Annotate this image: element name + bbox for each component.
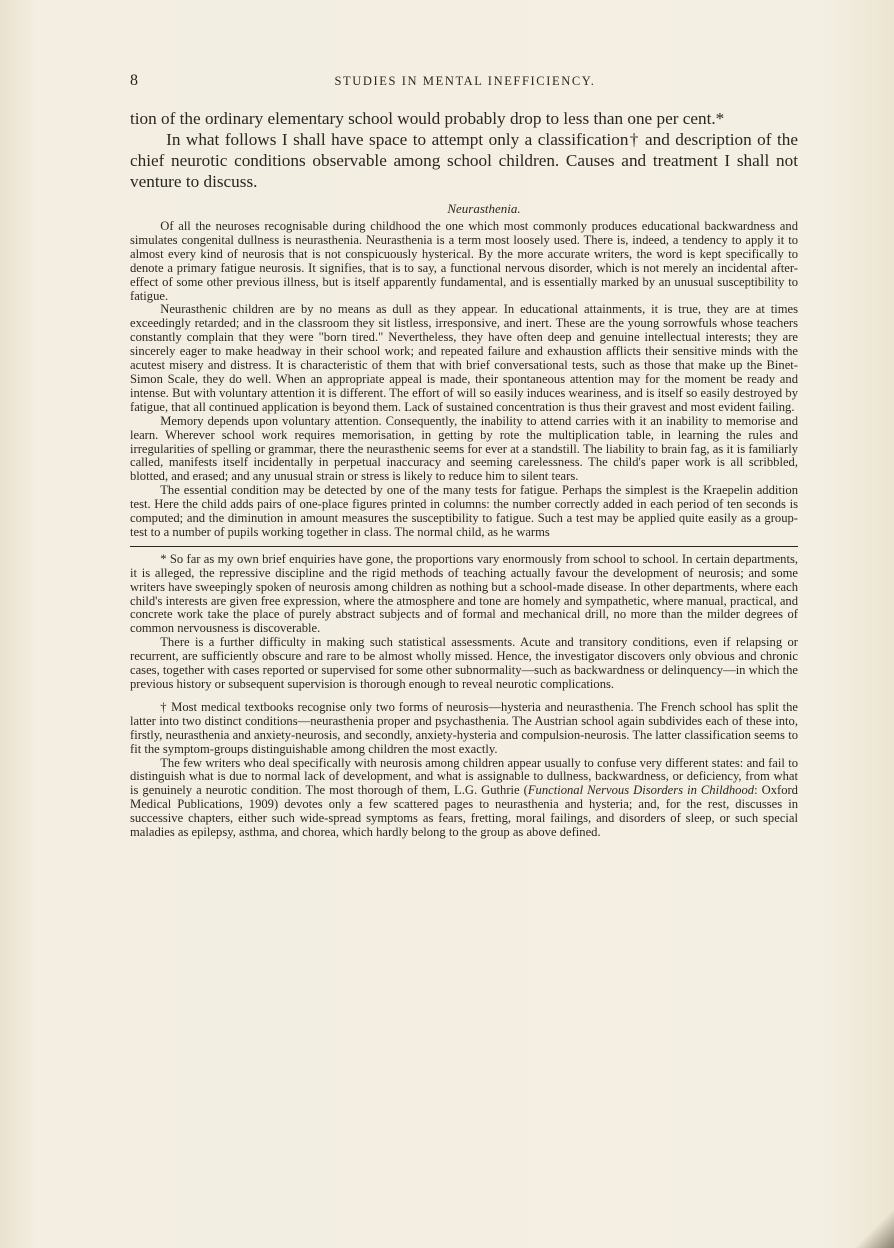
running-head: STUDIES IN MENTAL INEFFICIENCY. <box>334 74 596 88</box>
intro-paragraph: tion of the ordinary elementary school would probably drop to less than one per cent.* <box>130 109 725 128</box>
body-paragraph: The essential condition may be detected by one of the many tests for fatigue. Perhaps the simplest is the Kraepelin addition test. Here the child adds pairs of one-place figures printed in columns: the number correctly added in each period of ten seconds is computed; and the diminution in amount measures the susceptibility to fatigue. Such a test may be applied quite easily as a group-test to a number of pupils working together in class. The normal child, as he warms <box>130 483 798 539</box>
book-title: Functional Nervous Disorders in Childhood <box>527 783 755 798</box>
page-number: 8 <box>130 72 138 89</box>
footnote-paragraph: There is a further difficulty in making such statistical assessments. Acute and transitory conditions, even if relapsing or recurrent, are sufficiently obscure and rare to be almost wholly missed. Hence, the investigator discovers only obvious and chronic cases, together with cases reported or supervised for some other subnormality—such as backwardness or delinquency—in which the previous history or subsequent supervision is thorough enough to reveal neurotic complications. <box>130 635 798 691</box>
page-corner-shadow <box>854 1208 894 1248</box>
footnote-text: The few writers who deal specifically with neurosis among children appear usually to confuse very different states: and fail to distinguish what is due to normal lack of development, and what is assignable to dullness, backwardness, or deficiency, from what is genuinely a neurotic condition. The most thorough of them, L.G. Guthrie ( <box>130 755 798 798</box>
footnote-paragraph: * So far as my own brief enquiries have gone, the proportions vary enormously from school to school. In certain departments, it is alleged, the repressive discipline and the rigid methods of teaching actually favour the development of neurosis; and some writers have sweepingly spoken of neurosis among children as nothing but a school-made disease. In other departments, where each child's interests are given free expression, where the atmosphere and tone are homely and sympathetic, where manual, practical, and concrete work take the place of purely abstract subjects and of formal and mechanical drill, no more than the milder degrees of common nervousness is discoverable. <box>130 551 798 636</box>
intro-text <box>130 108 798 192</box>
footnote-paragraph: † Most medical textbooks recognise only two forms of neurosis—hysteria and neurasthenia. The French school has split the latter into two distinct conditions—neurasthenia proper and psychasthenia. The Austrian school again subdivides each of these into, firstly, neurasthenia and anxiety-neurosis, and secondly, anxiety-hysteria and compulsion-neurosis. The latter classification seems to fit the symptom-groups distinguishable among children the most exactly. <box>130 699 798 756</box>
section-body <box>130 220 798 540</box>
footnote-divider <box>130 546 798 547</box>
section-title: Neurasthenia. <box>447 201 521 216</box>
body-paragraph: Memory depends upon voluntary attention. Consequently, the inability to attend carries with it an inability to memorise and learn. Wherever school work requires memorisation, in getting by rote the multiplication table, in learning the rules and irregularities of spelling or grammar, there the neurasthenic seems for ever at a standstill. The liability to brain fag, as it is familiarly called, manifests itself incidentally in perpetual inaccuracy and seeming carelessness. The child's paper work is all scribbled, blotted, and erased; and any unusual strain or stress is likely to reduce him to silent tears. <box>130 413 798 484</box>
footnotes <box>130 553 798 840</box>
body-paragraph: Neurasthenic children are by no means as dull as they appear. In educational attainments, it is true, they are at times exceedingly retarded; and in the classroom they sit listless, irresponsive, and inert. These are the young sorrowfuls whose teachers constantly complain that they were "born tired." Nevertheless, they have often deep and genuine intellectual interests; they are sincerely eager to make headway in their school work; and repeated failure and exhaustion afflicts their sensitive minds with the acutest misery and distress. It is characteristic of them that with brief conversational tests, such as those that make up the Binet-Simon Scale, they do well. When an appropriate appeal is made, their spontaneous attention may for the moment be ready and intense. But with voluntary attention it is different. The effort of will so easily induces weariness, and is itself so easily destroyed by fatigue, that all continued application is beyond them. Lack of sustained concentration is thus their gravest and most evident failing. <box>130 302 798 414</box>
page-content <box>130 108 798 840</box>
footnote-paragraph <box>130 757 798 840</box>
body-paragraph: Of all the neuroses recognisable during childhood the one which most commonly produces educational backwardness and simulates congenital dullness is neurasthenia. Neurasthenia is a term most loosely used. There is, indeed, a tendency to apply it to almost every kind of neurosis that is not conspicuously hysterical. By the more accurate writers, the word is kept specifically to denote a primary fatigue neurosis. It signifies, that is to say, a functional nervous disorder, which is not merely an incidental after-effect of some other previous illness, but is itself apparently fundamental, and is essentially marked by an unusual susceptibility to fatigue. <box>130 219 798 303</box>
footnote-text: : Oxford Medical Publications, 1909) devotes only a few scattered pages to neurasthenia and hysteria; and, for the rest, discusses in successive chapters, either such wide-spread symptoms as fears, fretting, moral failings, and disorders of sleep, or such special maladies as epilepsy, asthma, and chorea, which hardly belong to the group as above defined. <box>130 783 798 840</box>
page-header <box>130 72 800 92</box>
intro-paragraph: In what follows I shall have space to attempt only a classification† and description of the chief neurotic conditions observable among school children. Causes and treatment I shall not venture to discuss. <box>130 130 798 191</box>
